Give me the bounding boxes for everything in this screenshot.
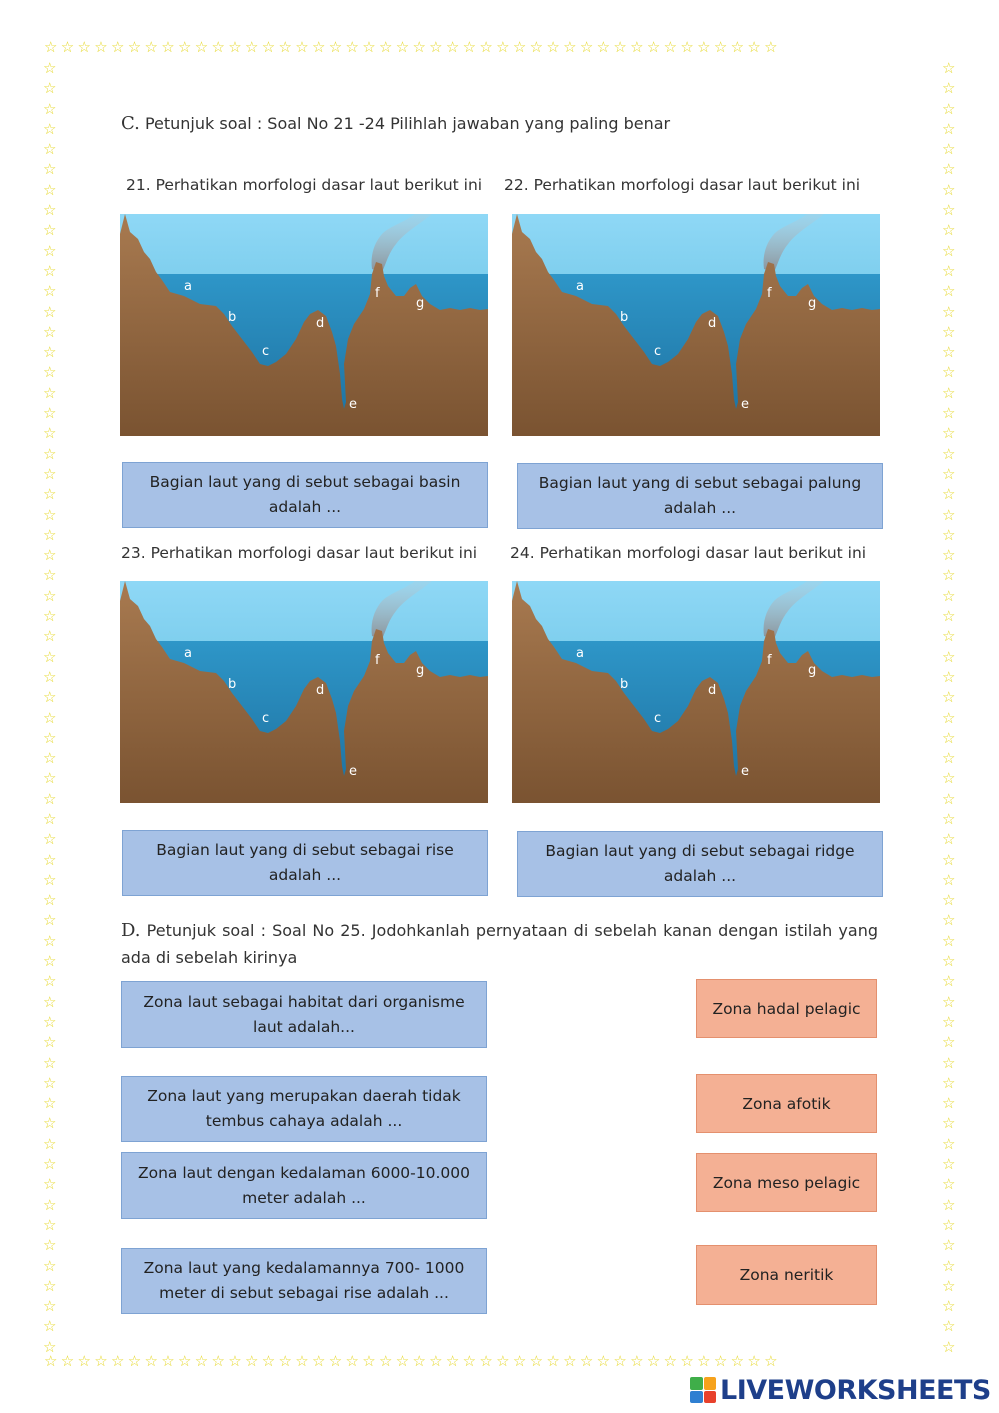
question-21-prompt[interactable]: Bagian laut yang di sebut sebagai basin adalah ...: [122, 462, 488, 528]
question-22-title: 22. Perhatikan morfologi dasar laut berikut ini: [504, 176, 861, 194]
diagram-label-b: b: [620, 677, 629, 692]
diagram-label-g: g: [416, 663, 425, 678]
diagram-label-a: a: [184, 646, 192, 661]
question-24-title: 24. Perhatikan morfologi dasar laut berikut ini: [510, 544, 867, 562]
diagram-label-e: e: [349, 397, 357, 412]
diagram-label-g: g: [808, 296, 817, 311]
liveworksheets-mark-icon: [690, 1377, 716, 1403]
seabed-diagram-23: [120, 581, 488, 803]
diagram-label-f: f: [375, 286, 380, 301]
match-statement-3[interactable]: Zona laut dengan kedalaman 6000-10.000 meter adalah ...: [121, 1152, 487, 1219]
question-23-title: 23. Perhatikan morfologi dasar laut berikut ini: [121, 544, 478, 562]
question-24-prompt[interactable]: Bagian laut yang di sebut sebagai ridge adalah ...: [517, 831, 883, 897]
diagram-label-a: a: [576, 279, 584, 294]
diagram-label-f: f: [767, 653, 772, 668]
diagram-label-f: f: [375, 653, 380, 668]
diagram-label-g: g: [416, 296, 425, 311]
diagram-label-d: d: [316, 316, 325, 331]
sky: [120, 214, 488, 276]
match-statement-2[interactable]: Zona laut yang merupakan daerah tidak tembus cahaya adalah ...: [121, 1076, 487, 1142]
diagram-label-b: b: [228, 310, 237, 325]
question-22-prompt[interactable]: Bagian laut yang di sebut sebagai palung adalah ...: [517, 463, 883, 529]
star-border-bottom: ☆☆☆☆☆☆☆☆☆☆☆☆☆☆☆☆☆☆☆☆☆☆☆☆☆☆☆☆☆☆☆☆☆☆☆☆☆☆☆☆☆☆☆☆: [44, 1352, 781, 1370]
diagram-label-d: d: [708, 683, 717, 698]
question-21-title: 21. Perhatikan morfologi dasar laut berikut ini: [126, 176, 483, 194]
section-c-instruction: [121, 113, 670, 134]
star-border-top: ☆☆☆☆☆☆☆☆☆☆☆☆☆☆☆☆☆☆☆☆☆☆☆☆☆☆☆☆☆☆☆☆☆☆☆☆☆☆☆☆☆☆☆☆: [44, 38, 781, 56]
section-d-text: Petunjuk soal : Soal No 25. Jodohkanlah pernyataan di sebelah kanan dengan istilah yang ada di sebelah kirinya: [121, 921, 878, 967]
diagram-label-b: b: [620, 310, 629, 325]
diagram-label-g: g: [808, 663, 817, 678]
diagram-label-a: a: [184, 279, 192, 294]
seabed-diagram-22: [512, 214, 880, 436]
liveworksheets-wordmark: LIVEWORKSHEETS: [720, 1374, 991, 1406]
seabed-diagram-21: [120, 214, 488, 436]
match-answer-4[interactable]: Zona neritik: [696, 1245, 877, 1305]
diagram-label-b: b: [228, 677, 237, 692]
diagram-label-e: e: [349, 764, 357, 779]
section-d-letter: D.: [121, 920, 141, 941]
diagram-label-c: c: [262, 711, 270, 726]
sky: [512, 581, 880, 643]
section-c-text: Petunjuk soal : Soal No 21 -24 Pilihlah jawaban yang paling benar: [144, 114, 671, 133]
question-23-prompt[interactable]: Bagian laut yang di sebut sebagai rise adalah ...: [122, 830, 488, 896]
section-d-instruction: [121, 917, 878, 971]
match-statement-4[interactable]: Zona laut yang kedalamannya 700- 1000 meter di sebut sebagai rise adalah ...: [121, 1248, 487, 1314]
match-answer-1[interactable]: Zona hadal pelagic: [696, 979, 877, 1038]
diagram-label-f: f: [767, 286, 772, 301]
diagram-label-d: d: [708, 316, 717, 331]
star-border-right: ☆ ☆ ☆ ☆ ☆ ☆ ☆ ☆ ☆ ☆ ☆ ☆ ☆ ☆ ☆ ☆ ☆ ☆ ☆ ☆ ☆ ☆ ☆ ☆ ☆ ☆ ☆ ☆ ☆ ☆ ☆ ☆ ☆ ☆ ☆ ☆ ☆ ☆ ☆ ☆ ☆ ☆ ☆ ☆ ☆ ☆ ☆ ☆ ☆ ☆ ☆ ☆ ☆ ☆ ☆ ☆ ☆ ☆ ☆ ☆ ☆ ☆ ☆ ☆: [942, 59, 956, 1356]
match-answer-2[interactable]: Zona afotik: [696, 1074, 877, 1133]
diagram-label-a: a: [576, 646, 584, 661]
liveworksheets-logo[interactable]: [690, 1374, 991, 1406]
sky: [120, 581, 488, 643]
section-c-letter: C.: [121, 113, 140, 134]
diagram-label-d: d: [316, 683, 325, 698]
match-answer-3[interactable]: Zona meso pelagic: [696, 1153, 877, 1212]
diagram-label-c: c: [654, 711, 662, 726]
diagram-label-c: c: [262, 344, 270, 359]
diagram-label-e: e: [741, 764, 749, 779]
star-border-left: ☆ ☆ ☆ ☆ ☆ ☆ ☆ ☆ ☆ ☆ ☆ ☆ ☆ ☆ ☆ ☆ ☆ ☆ ☆ ☆ ☆ ☆ ☆ ☆ ☆ ☆ ☆ ☆ ☆ ☆ ☆ ☆ ☆ ☆ ☆ ☆ ☆ ☆ ☆ ☆ ☆ ☆ ☆ ☆ ☆ ☆ ☆ ☆ ☆ ☆ ☆ ☆ ☆ ☆ ☆ ☆ ☆ ☆ ☆ ☆ ☆ ☆ ☆ ☆: [43, 59, 57, 1356]
sky: [512, 214, 880, 276]
diagram-label-c: c: [654, 344, 662, 359]
seabed-diagram-24: [512, 581, 880, 803]
match-statement-1[interactable]: Zona laut sebagai habitat dari organisme laut adalah...: [121, 981, 487, 1048]
diagram-label-e: e: [741, 397, 749, 412]
